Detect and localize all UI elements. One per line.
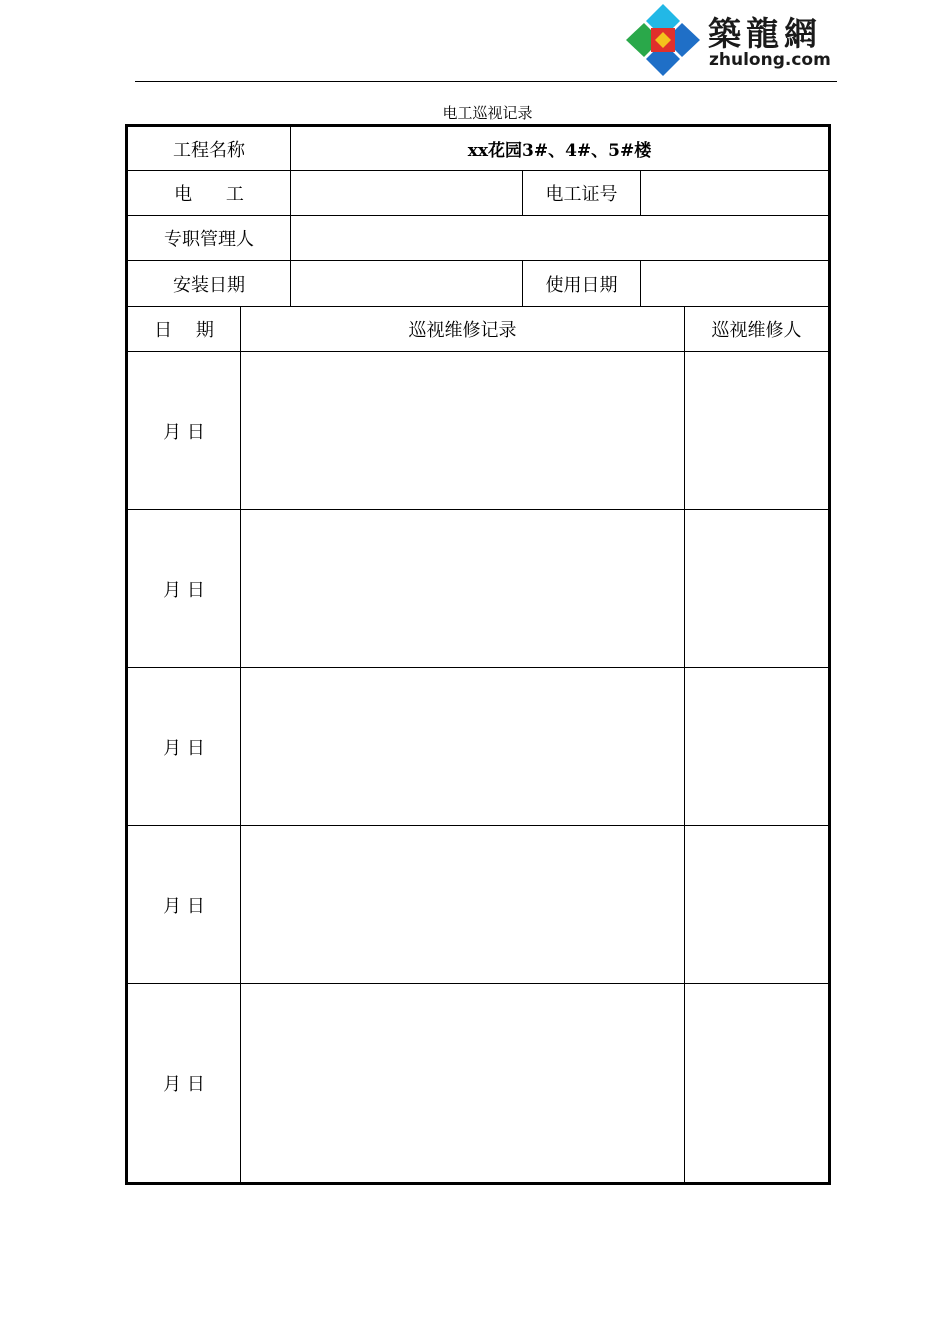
log-row-date: 月 日 (163, 737, 205, 759)
log-row-record-field[interactable] (241, 352, 684, 509)
install-date-field[interactable] (291, 261, 522, 306)
project-name-value: xx花园3#、4#、5#楼 (467, 141, 652, 161)
log-row-person-field[interactable] (685, 352, 828, 509)
use-date-label: 使用日期 (545, 274, 618, 296)
log-row-person-field[interactable] (685, 510, 828, 667)
install-date-label: 安装日期 (173, 274, 245, 296)
log-date-header: 日 期 (154, 320, 214, 341)
inspection-form (125, 124, 831, 1185)
zhulong-logo-icon (624, 2, 702, 78)
log-row-person-field[interactable] (685, 826, 828, 983)
log-row-date: 月 日 (163, 895, 205, 917)
certificate-number-field[interactable] (641, 171, 828, 215)
log-row-record-field[interactable] (241, 668, 684, 825)
log-row-date: 月 日 (163, 579, 205, 601)
log-record-header: 巡视维修记录 (408, 320, 517, 341)
manager-label: 专职管理人 (164, 229, 254, 250)
log-row-record-field[interactable] (241, 984, 684, 1182)
log-row-person-field[interactable] (685, 984, 828, 1182)
use-date-field[interactable] (641, 261, 828, 306)
header-rule (135, 81, 837, 82)
logo-chinese-name: 築龍網 (708, 14, 822, 53)
log-row-date: 月 日 (163, 1074, 205, 1095)
electrician-label: 电 工 (174, 184, 244, 205)
log-row-record-field[interactable] (241, 826, 684, 983)
document-title: 电工巡视记录 (442, 104, 533, 122)
zhulong-logo (624, 2, 834, 78)
log-row-person-field[interactable] (685, 668, 828, 825)
log-row-date: 月 日 (163, 421, 205, 443)
project-name-label: 工程名称 (173, 139, 245, 161)
certificate-number-label: 电工证号 (545, 184, 618, 205)
log-person-header: 巡视维修人 (711, 320, 802, 341)
electrician-field[interactable] (291, 171, 522, 215)
manager-field[interactable] (291, 216, 828, 260)
logo-domain: zhulong.com (709, 50, 831, 70)
log-row-record-field[interactable] (241, 510, 684, 667)
